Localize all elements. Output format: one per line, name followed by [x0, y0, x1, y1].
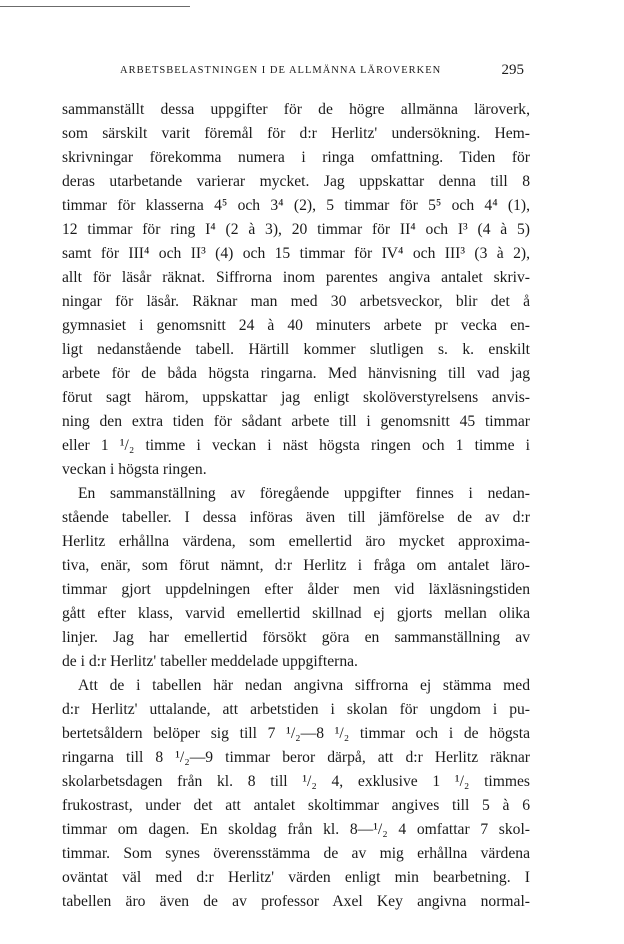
text-line: allt för läsår räknat. Siffrorna inom parentes angiva antalet skriv-: [62, 269, 530, 286]
text-line: arbete för de båda högsta ringarna. Med hänvisning till vad jag: [62, 365, 530, 382]
text-line: timmar. Som synes överensstämma de av mig erhållna värdena: [62, 845, 530, 862]
running-head: [62, 62, 532, 82]
running-head-title: ARBETSBELASTNINGEN I DE ALLMÄNNA LÄROVERKEN: [120, 65, 442, 76]
top-rule: [0, 6, 190, 7]
text-line: Herlitz erhållna värdena, som emellertid äro mycket approxima-: [62, 533, 530, 550]
text-line: tabellen äro även de av professor Axel Key angivna normal-: [62, 893, 530, 910]
text-line: eller 1 ¹/₂ timme i veckan i näst högsta ringen och 1 timme i: [62, 437, 530, 454]
text-line: bertetsåldern belöper sig till 7 ¹/₂—8 ¹/₂ timmar och i de högsta: [62, 725, 530, 742]
text-line: linjer. Jag har emellertid försökt göra en sammanställning av: [62, 629, 530, 646]
body-text: [62, 98, 530, 914]
text-line: sammanställt dessa uppgifter för de högre allmänna läroverk,: [62, 101, 530, 118]
text-line: Att de i tabellen här nedan angivna siffrorna ej stämma med: [78, 677, 530, 694]
text-line: veckan i högsta ringen.: [62, 461, 207, 478]
text-line: gått efter klass, varvid emellertid skillnad ej gjorts mellan olika: [62, 605, 530, 622]
text-line: de i d:r Herlitz' tabeller meddelade uppgifterna.: [62, 653, 358, 670]
text-line: timmar om dagen. En skoldag från kl. 8—¹/₂ 4 omfattar 7 skol-: [62, 821, 530, 838]
text-line: timmar gjort uppdelningen efter ålder men vid läxläsningstiden: [62, 581, 530, 598]
text-line: tiva, enär, som förut nämnt, d:r Herlitz i fråga om antalet läro-: [62, 557, 530, 574]
text-line: stående tabeller. I dessa införas även till jämförelse de av d:r: [62, 509, 530, 526]
page-number: 295: [501, 62, 524, 78]
text-line: oväntat väl med d:r Herlitz' värden enligt min bearbetning. I: [62, 869, 530, 886]
text-line: gymnasiet i genomsnitt 24 à 40 minuters arbete pr vecka en-: [62, 317, 530, 334]
text-line: ningar för läsår. Räknar man med 30 arbetsveckor, blir det å: [62, 293, 530, 310]
text-line: ringarna till 8 ¹/₂—9 timmar beror därpå, att d:r Herlitz räknar: [62, 749, 530, 766]
text-line: deras utarbetande varierar mycket. Jag uppskattar denna till 8: [62, 173, 530, 190]
text-line: d:r Herlitz' uttalande, att arbetstiden i skolan för ungdom i pu-: [62, 701, 530, 718]
text-line: En sammanställning av föregående uppgifter finnes i nedan-: [78, 485, 530, 502]
text-line: samt för III⁴ och II³ (4) och 15 timmar för IV⁴ och III³ (3 à 2),: [62, 245, 530, 262]
text-line: som särskilt varit föremål för d:r Herlitz' undersökning. Hem-: [62, 125, 530, 142]
text-line: skrivningar förekomma numera i ringa omfattning. Tiden för: [62, 149, 530, 166]
text-line: skolarbetsdagen från kl. 8 till ¹/₂ 4, exklusive 1 ¹/₂ timmes: [62, 773, 530, 790]
text-line: förut sagt härom, uppskattar jag enligt skolöverstyrelsens anvis-: [62, 389, 530, 406]
text-line: ning den extra tiden för sådant arbete till i genomsnitt 45 timmar: [62, 413, 530, 430]
text-line: 12 timmar för ring I⁴ (2 à 3), 20 timmar för II⁴ och I³ (4 à 5): [62, 221, 530, 238]
text-line: ligt nedanstående tabell. Härtill kommer slutligen s. k. enskilt: [62, 341, 530, 358]
text-line: frukostrast, under det att antalet skoltimmar angives till 5 à 6: [62, 797, 530, 814]
text-line: timmar för klasserna 4⁵ och 3⁴ (2), 5 timmar för 5⁵ och 4⁴ (1),: [62, 197, 530, 214]
